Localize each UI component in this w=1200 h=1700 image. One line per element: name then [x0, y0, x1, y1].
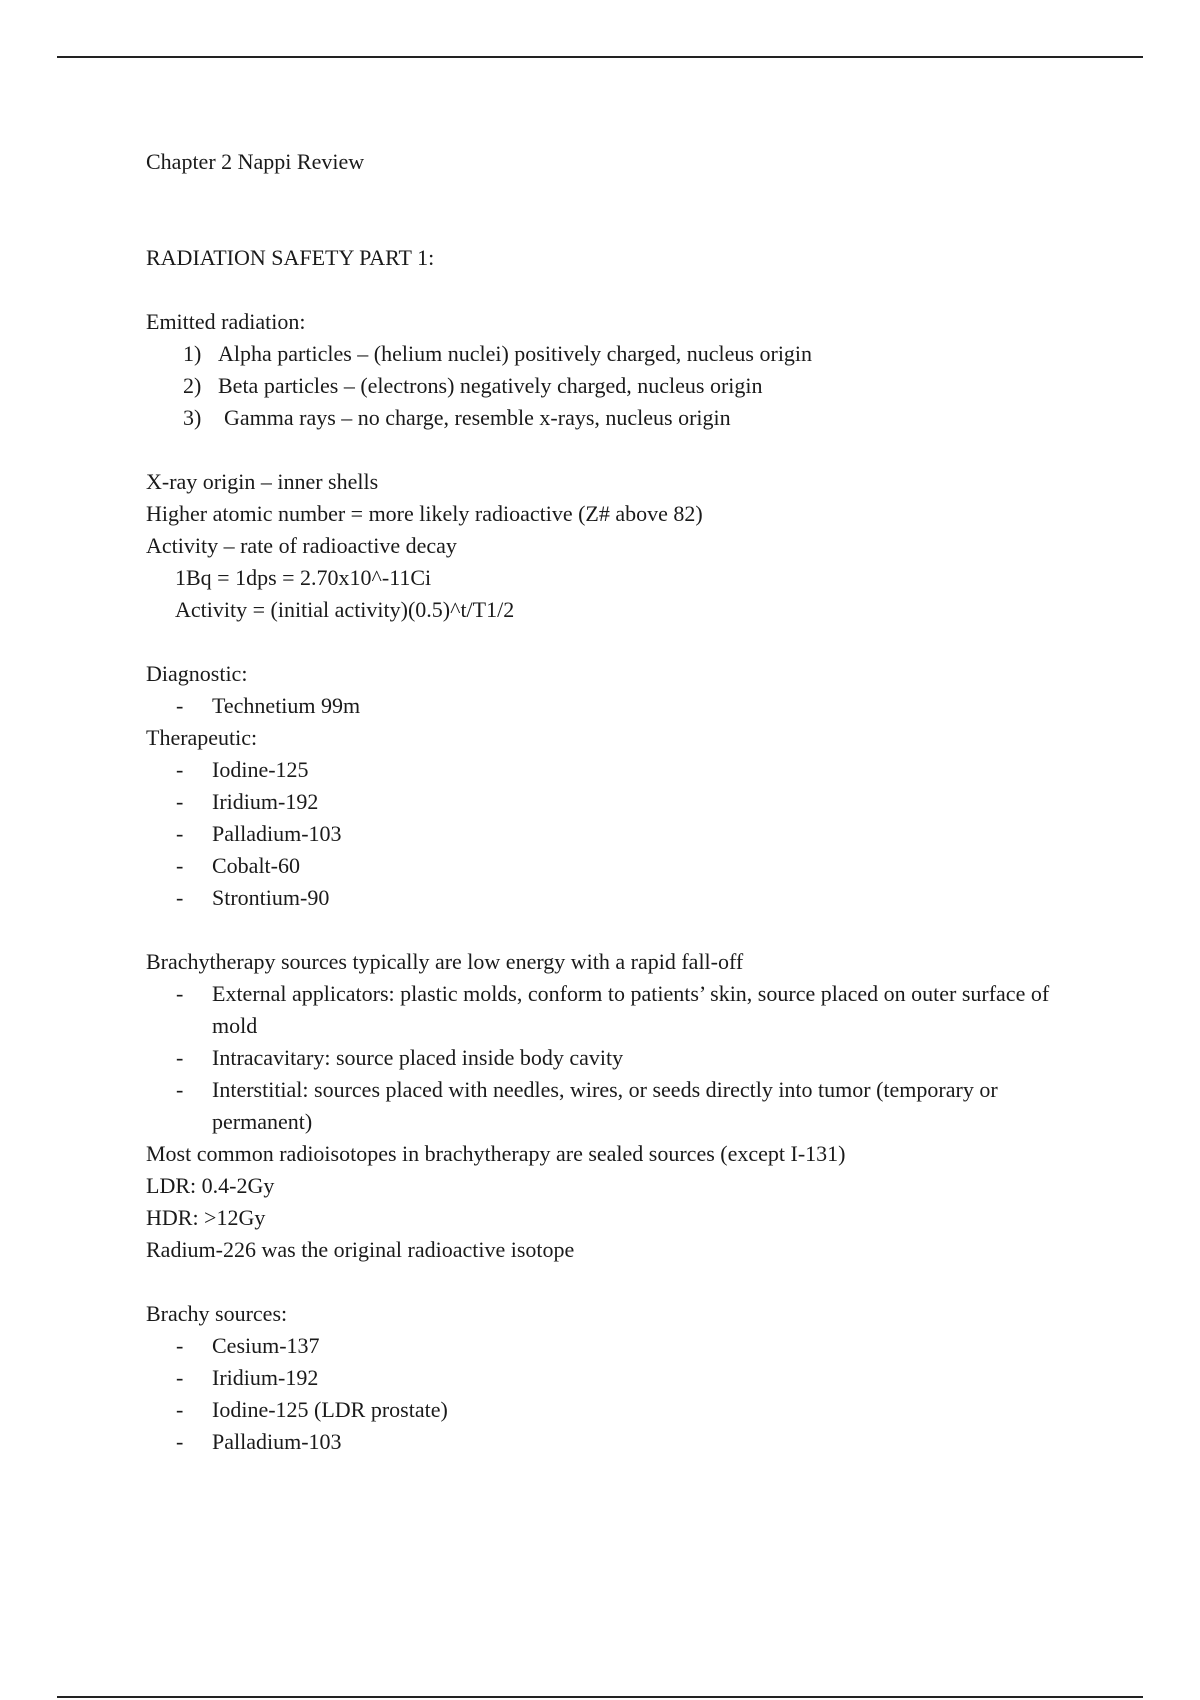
- becquerel-line: 1Bq = 1dps = 2.70x10^-11Ci: [175, 565, 432, 590]
- dash-marker: -: [176, 693, 184, 718]
- dash-marker: -: [176, 821, 184, 846]
- list-item: [146, 1074, 1086, 1138]
- list-number: 3): [183, 405, 202, 430]
- list-item-text: Alpha particles – (helium nuclei) positively charged, nucleus origin: [218, 341, 813, 366]
- list-item-text: External applicators: plastic molds, conform to patients’ skin, source placed on outer surface of mold: [212, 981, 1050, 1038]
- list-item: [146, 1426, 1086, 1458]
- list-number: 1): [183, 341, 202, 366]
- dash-marker: -: [176, 1365, 184, 1390]
- list-item: [146, 1042, 1086, 1074]
- list-item-text: Iodine-125: [212, 757, 309, 782]
- therapeutic-list: [146, 754, 1086, 914]
- list-item-text: Beta particles – (electrons) negatively charged, nucleus origin: [218, 373, 763, 398]
- dash-marker: -: [176, 1333, 184, 1358]
- list-item-text: Iodine-125 (LDR prostate): [212, 1397, 448, 1422]
- brachy-sources-list: [146, 1330, 1086, 1458]
- header-rule: [57, 56, 1143, 58]
- list-item-text: Iridium-192: [212, 789, 319, 814]
- list-item-text: Gamma rays – no charge, resemble x-rays, nucleus origin: [224, 405, 731, 430]
- brachytherapy-intro: Brachytherapy sources typically are low energy with a rapid fall-off: [146, 949, 744, 974]
- list-item: [146, 1330, 1086, 1362]
- list-item: [146, 1362, 1086, 1394]
- list-item-text: Cobalt-60: [212, 853, 300, 878]
- dash-marker: -: [176, 757, 184, 782]
- document-body: [146, 146, 1086, 1458]
- dash-marker: -: [176, 885, 184, 910]
- list-item: [146, 1394, 1086, 1426]
- list-item-text: Intracavitary: source placed inside body cavity: [212, 1045, 624, 1070]
- list-item-text: Cesium-137: [212, 1333, 320, 1358]
- list-number: 2): [183, 373, 202, 398]
- brachytherapy-types-list: [146, 978, 1086, 1138]
- hdr-line: HDR: >12Gy: [146, 1205, 266, 1230]
- therapeutic-label: Therapeutic:: [146, 725, 258, 750]
- xray-origin-line: X-ray origin – inner shells: [146, 469, 379, 494]
- brachy-sources-label: Brachy sources:: [146, 1301, 288, 1326]
- dash-marker: -: [176, 853, 184, 878]
- list-item-text: Palladium-103: [212, 821, 342, 846]
- list-item: [146, 370, 1086, 402]
- atomic-number-line: Higher atomic number = more likely radioactive (Z# above 82): [146, 501, 703, 526]
- ldr-line: LDR: 0.4-2Gy: [146, 1173, 275, 1198]
- list-item: [146, 690, 1086, 722]
- diagnostic-label: Diagnostic:: [146, 661, 248, 686]
- list-item-text: Technetium 99m: [212, 693, 361, 718]
- list-item: [146, 786, 1086, 818]
- list-item-text: Iridium-192: [212, 1365, 319, 1390]
- section-heading: RADIATION SAFETY PART 1:: [146, 245, 435, 270]
- list-item-text: Strontium-90: [212, 885, 330, 910]
- list-item: [146, 402, 1086, 434]
- common-radioisotopes-line: Most common radioisotopes in brachytherapy are sealed sources (except I-131): [146, 1141, 846, 1166]
- footer-rule: [57, 1696, 1143, 1698]
- list-item: [146, 754, 1086, 786]
- dash-marker: -: [176, 1045, 184, 1070]
- list-item-text: Palladium-103: [212, 1429, 342, 1454]
- list-item: [146, 850, 1086, 882]
- list-item: [146, 818, 1086, 850]
- dash-marker: -: [176, 1397, 184, 1422]
- list-item: [146, 338, 1086, 370]
- dash-marker: -: [176, 981, 184, 1006]
- dash-marker: -: [176, 1429, 184, 1454]
- list-item: [146, 978, 1086, 1042]
- radium-line: Radium-226 was the original radioactive isotope: [146, 1237, 575, 1262]
- dash-marker: -: [176, 789, 184, 814]
- dash-marker: -: [176, 1077, 184, 1102]
- document-title: Chapter 2 Nappi Review: [146, 149, 365, 174]
- emitted-radiation-list: [146, 338, 1086, 434]
- list-item: [146, 882, 1086, 914]
- activity-formula-line: Activity = (initial activity)(0.5)^t/T1/2: [175, 597, 515, 622]
- emitted-radiation-label: Emitted radiation:: [146, 309, 306, 334]
- diagnostic-list: [146, 690, 1086, 722]
- activity-line: Activity – rate of radioactive decay: [146, 533, 457, 558]
- list-item-text: Interstitial: sources placed with needles, wires, or seeds directly into tumor (temporary or permanent): [212, 1077, 998, 1134]
